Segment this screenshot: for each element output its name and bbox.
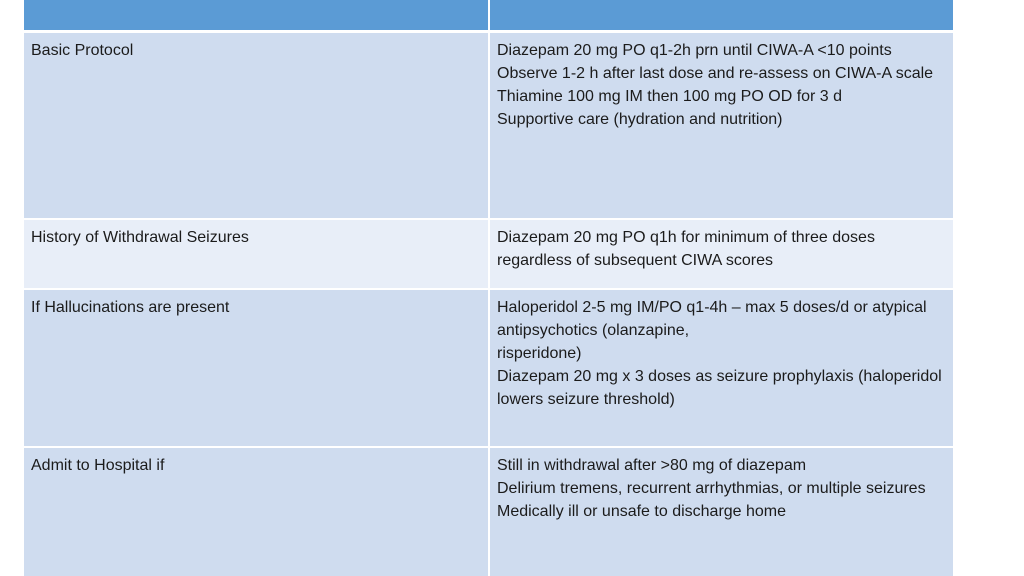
treatment-cell <box>489 219 953 289</box>
treatment-line: Diazepam 20 mg PO q1-2h prn until CIWA-A <10 points <box>497 42 892 59</box>
table-row <box>24 447 953 576</box>
condition-label: Admit to Hospital if <box>31 456 165 474</box>
table-header-row <box>24 0 953 32</box>
treatment-line: Medically ill or unsafe to discharge home <box>497 502 787 520</box>
condition-cell <box>24 447 489 576</box>
condition-label: Basic Protocol <box>31 42 134 59</box>
table-row <box>24 219 953 289</box>
condition-label: History of Withdrawal Seizures <box>31 228 249 246</box>
treatment-line: Haloperidol 2-5 mg IM/PO q1-4h – max 5 doses/d or atypical antipsychotics (olanzapine, <box>497 298 927 339</box>
treatment-line: Diazepam 20 mg x 3 doses as seizure prophylaxis (haloperidol lowers seizure threshold) <box>497 367 942 408</box>
treatment-line: Delirium tremens, recurrent arrhythmias, or multiple seizures <box>497 479 926 497</box>
treatment-line: Diazepam 20 mg PO q1h for minimum of three doses regardless of subsequent CIWA scores <box>497 228 875 269</box>
header-cell-condition <box>24 0 489 32</box>
protocol-table <box>24 0 953 576</box>
condition-label: If Hallucinations are present <box>31 298 230 316</box>
table-row <box>24 289 953 447</box>
treatment-line: Still in withdrawal after >80 mg of diazepam <box>497 456 807 474</box>
treatment-line: Supportive care (hydration and nutrition) <box>497 111 783 128</box>
treatment-line: Observe 1-2 h after last dose and re-assess on CIWA-A scale <box>497 65 934 82</box>
condition-cell <box>24 32 489 219</box>
treatment-cell <box>489 289 953 447</box>
header-cell-treatment <box>489 0 953 32</box>
condition-cell <box>24 289 489 447</box>
treatment-cell <box>489 32 953 219</box>
treatment-cell <box>489 447 953 576</box>
table-row <box>24 32 953 219</box>
condition-cell <box>24 219 489 289</box>
treatment-line: risperidone) <box>497 344 582 362</box>
treatment-line: Thiamine 100 mg IM then 100 mg PO OD for 3 d <box>497 88 843 105</box>
